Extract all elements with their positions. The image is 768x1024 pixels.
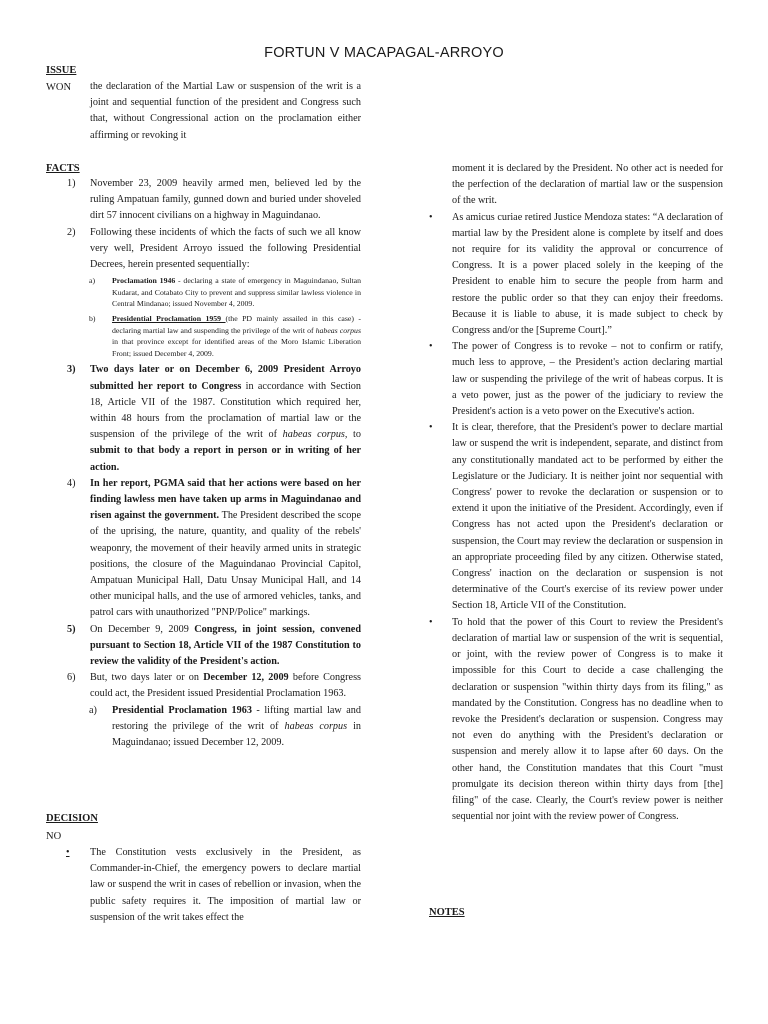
list-item	[44, 670, 361, 702]
list-item	[44, 176, 361, 225]
proclamation-name: Proclamation 1946	[112, 276, 176, 286]
sub-text-italic: habeas corpus	[284, 720, 348, 732]
item-number: 3)	[67, 364, 76, 376]
proclamation-name: Presidential Proclamation 1963	[112, 704, 252, 716]
item-number: 2)	[67, 226, 76, 238]
issue-label: WON	[46, 82, 72, 93]
sub-text-italic: habeas corpus	[315, 325, 361, 335]
item-text-bold: December 12, 2009	[203, 672, 289, 684]
item-text: November 23, 2009 heavily armed men, believed led by the ruling Ampatuan family, gunned down and buried under shoveled dirt 57 innocent civilians on a highway in Maguindanao.	[90, 178, 361, 222]
sub-number: b)	[89, 314, 96, 323]
item-text: To hold that the power of this Court to review the President's declaration of martial law or suspension of the writ is sequential, or joint, with the review power of Congress is to make it impossible for this Court to decide a case challenging the declaration or suspension "within thirty days from its filing," as mandated by the Constitution. Congress has no deadline when to revoke the President's declaration or suspension. Congress may not even do anything with the President's declaration or suspension and merely allow it to lapse after 60 days. On the other hand, the Constitution mandates that this Court "must promulgate its decision thereon within thirty days from [the] filing" of the case. Clearly, the Court's review power is neither sequential nor joint with the review power of Congress.	[452, 616, 723, 823]
facts-list	[44, 176, 361, 751]
item-text: On December 9, 2009	[90, 623, 195, 635]
item-text: As amicus curiae retired Justice Mendoza states: “A declaration of martial law by the President alone is complete by itself and does not require for its validity the approval or concurrence of Congress. It is a power placed solely in the keeping of the President to enable him to secure the people from harm and restore the public order so that they can enjoy their freedoms. Because it is liable to abuse, it is made subject to check by Congress and/or the [Supreme Court].”	[452, 211, 723, 337]
list-item	[44, 225, 361, 274]
item-number: 4)	[67, 477, 76, 489]
item-text: The Constitution vests exclusively in the President, as Commander-in-Chief, the emergency powers to declare martial law or suspend the writ in cases of rebellion or invasion, when the public safety requires it. The imposition of martial law or suspension of the writ takes effect the	[90, 847, 361, 923]
list-item	[66, 845, 361, 926]
sub-number: a)	[89, 276, 96, 286]
item-number: 5)	[67, 623, 76, 635]
bullet-icon: •	[66, 847, 70, 858]
bullet-icon: •	[429, 341, 433, 353]
sub-item-a	[44, 275, 361, 310]
decision-first-point	[66, 845, 361, 926]
page-title: FORTUN V MACAPAGAL-ARROYO	[264, 45, 504, 61]
list-item	[44, 622, 361, 671]
item-text: The President described the scope of the uprising, the nature, quantity, and quality of the rebels' weaponry, the movement of their heavily armed units in strategic positions, the closure of the Maguindanao Provincial Capitol, Ampatuan Municipal Hall, Datu Unsay Municipal Hall, and 14 other municipal halls, and the use of armored vehicles, tanks, and patrol cars with unauthorized "PNP/Police" markings.	[90, 510, 361, 619]
bullet-icon: •	[429, 616, 433, 628]
item-text: But, two days later or on	[90, 672, 204, 684]
list-item	[425, 615, 723, 826]
decision-heading: DECISION	[46, 813, 98, 824]
item-text: moment it is declared by the President. No other act is needed for the perfection of the declaration of martial law or the suspension of the writ.	[452, 163, 723, 207]
facts-heading: FACTS	[46, 163, 80, 174]
item-number: 1)	[67, 178, 76, 189]
sub-text: in that province except for identified areas of the Moro Islamic Liberation Front; issued December 4, 2009.	[112, 337, 361, 358]
item-text-bold: Two days later or on December 6, 2009 President Arroyo submitted her report to Congress	[90, 364, 361, 392]
sub-item-6a	[44, 703, 361, 752]
sub-item-b	[44, 313, 361, 359]
sub-number: a)	[89, 704, 97, 716]
decision-continued	[425, 161, 723, 825]
list-item	[425, 420, 723, 614]
sub-text: (the PD mainly assailed in this case) - declaring martial law and suspending the privilege of the writ of	[112, 314, 361, 335]
item-number: 6)	[67, 672, 76, 684]
issue-heading: ISSUE	[46, 65, 77, 76]
item-text: to	[347, 429, 361, 441]
item-text: before Congress could act, the President issued Presidential Proclamation 1963.	[90, 672, 361, 700]
sub-text: - lifting martial law and restoring the privilege of the writ of	[112, 704, 361, 732]
item-text: It is clear, therefore, that the President's power to declare martial law or suspend the writ is independent, separate, and distinct from any constitutionally mandated act to be performed by either the Legislature or the Judiciary. It is neither joint nor sequential with Congress' power to revoke the declaration or suspension or to extend it upon the initiative of the President. Accordingly, even if Congress has not acted upon the President's declaration or suspension, the Court may review the declaration or suspension in an appropriate proceeding filed by any citizen. Otherwise stated, Congress' inaction on the declaration or suspension is not determinative of the Court's exercise of its review power under Section 18, Article VII of the Constitution.	[452, 422, 723, 612]
list-item	[44, 476, 361, 622]
item-text: Following these incidents of which the facts of such we all know very well, President Arroyo issued the following Presidential Decrees, herein presented sequentially:	[90, 226, 361, 271]
list-item	[425, 210, 723, 340]
item-text: The power of Congress is to revoke – not to confirm or ratify, much less to approve, – the President's action declaring martial law or suspending the privilege of the writ of habeas corpus. It is a veto power, just as the power of the judiciary to review the President's action is a veto power on the Executive's action.	[452, 341, 723, 418]
notes-heading: NOTES	[429, 907, 465, 918]
item-text-bold: In her report, PGMA said that her actions were based on her finding lawless men have taken up arms in Maguindanao and risen against the government.	[90, 477, 361, 522]
list-item	[425, 339, 723, 420]
sub-text: - declaring a state of emergency in Maguindanao, Sultan Kudarat, and Cotabato City to prevent and suppress similar lawless violence in Central Mindanao; issued November 4, 2009.	[112, 276, 361, 309]
item-text-bold: submit to that body a report in person or in writing of her action.	[90, 445, 361, 473]
item-text-italic: habeas corpus,	[282, 429, 348, 441]
bullet-icon: •	[429, 422, 433, 434]
bullet-icon: •	[429, 211, 433, 223]
list-item-continued	[425, 161, 723, 210]
proclamation-name: Presidential Proclamation 1959	[112, 314, 226, 323]
issue-text: the declaration of the Martial Law or suspension of the writ is a joint and sequential function of the president and Congress such that, without Congressional action on the proclamation either affirming or revoking it	[90, 81, 361, 141]
item-text: in accordance with Section 18, Article VII of the 1987. Constitution which required her, within 48 hours from the proclamation of martial law or the suspension of the privilege of the writ of	[90, 380, 361, 441]
item-text-bold: Congress, in joint session, convened pursuant to Section 18, Article VII of the 1987 Constitution to review the validity of the President's action.	[90, 623, 361, 668]
list-item	[44, 362, 361, 475]
sub-text: in Maguindanao; issued December 12, 2009.	[112, 720, 361, 749]
decision-label: NO	[46, 831, 62, 842]
